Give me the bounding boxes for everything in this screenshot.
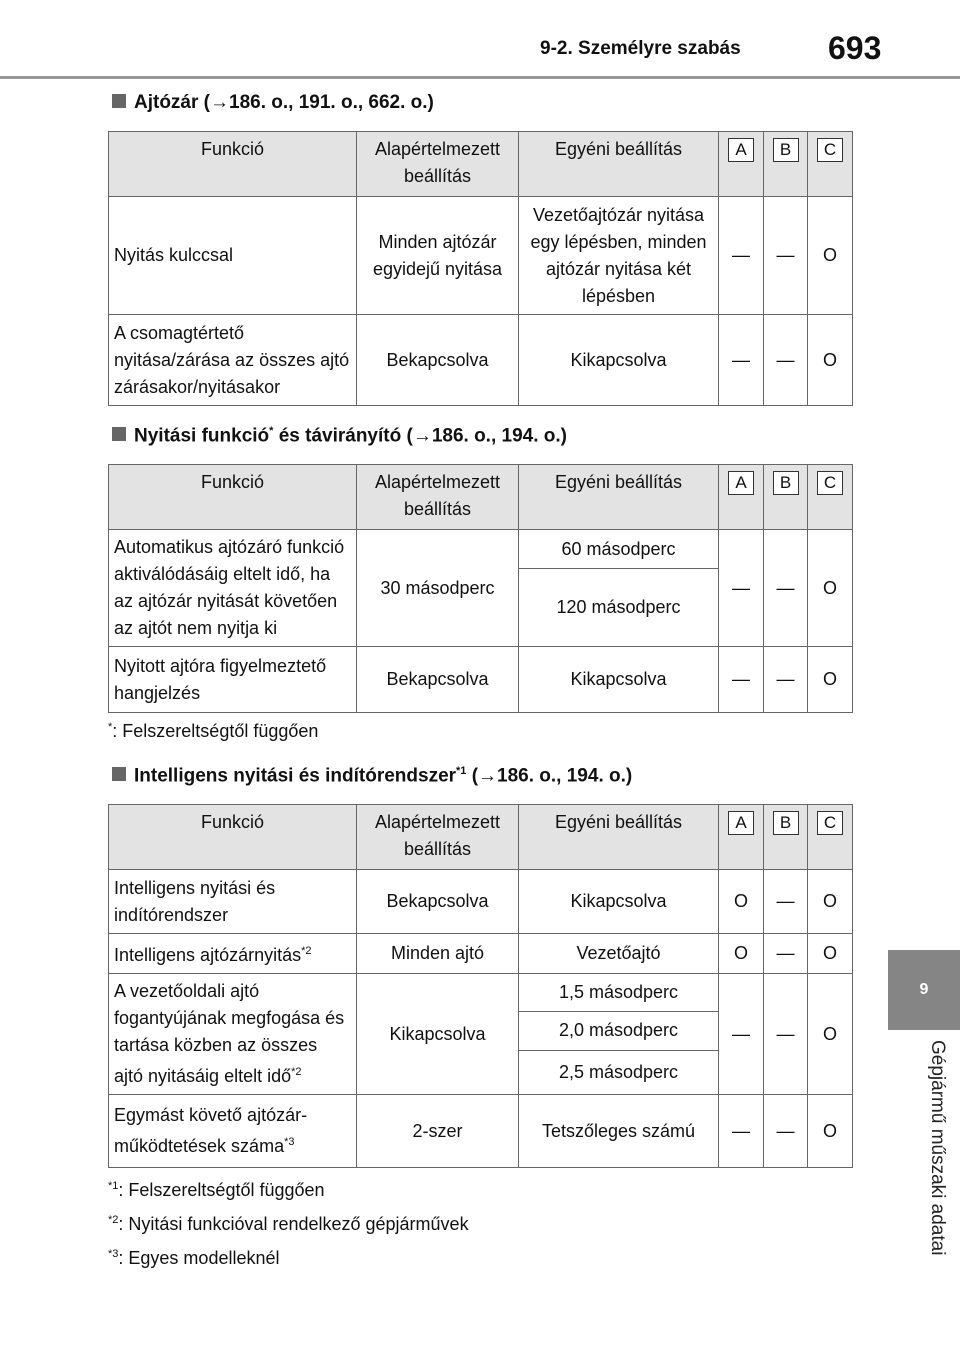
cell-default: 30 másodperc: [357, 530, 519, 647]
col-header-default: Alapértelmezett beállítás: [357, 805, 519, 870]
cell-b: —: [764, 974, 808, 1095]
table-row: [109, 530, 853, 569]
col-header-function: Funkció: [109, 805, 357, 870]
cell-function: Nyitás kulccsal: [109, 197, 357, 315]
section-title-unlock-function: Nyitási funkció* és távirányító (→186. o., 194. o.): [112, 425, 567, 447]
cell-b: —: [764, 315, 808, 406]
cell-function: Intelligens nyitási és indítórendszer: [109, 870, 357, 934]
bullet-square-icon: [112, 94, 126, 108]
cell-b: —: [764, 647, 808, 713]
cell-default: Bekapcsolva: [357, 647, 519, 713]
cell-b: —: [764, 530, 808, 647]
table-door-lock: [108, 131, 853, 406]
cell-custom: Tetszőleges számú: [519, 1095, 719, 1168]
table-row: [109, 1095, 853, 1168]
cell-c: O: [808, 315, 853, 406]
cell-default: Minden ajtózár egyidejű nyitása: [357, 197, 519, 315]
cell-b: —: [764, 1095, 808, 1168]
cell-custom: 60 másodperc: [519, 530, 719, 569]
cell-c: O: [808, 974, 853, 1095]
section-title-door-lock: Ajtózár (→186. o., 191. o., 662. o.): [112, 92, 434, 114]
table-smart-entry: [108, 804, 853, 1168]
chapter-tab[interactable]: 9: [888, 950, 960, 1030]
col-header-c: C: [817, 138, 843, 162]
cell-function: Nyitott ajtóra figyelmeztető hangjelzés: [109, 647, 357, 713]
chapter-title: Gépjármű műszaki adatai: [927, 1040, 948, 1256]
cell-default: Bekapcsolva: [357, 315, 519, 406]
cell-a: —: [719, 974, 764, 1095]
table-header-row: [109, 132, 853, 197]
cell-custom: Vezetőajtó: [519, 934, 719, 974]
footnote: *: Felszereltségtől függően: [108, 721, 319, 741]
cell-custom: Kikapcsolva: [519, 870, 719, 934]
col-header-a: A: [728, 138, 754, 162]
table-row: [109, 197, 853, 315]
col-header-custom: Egyéni beállítás: [519, 132, 719, 197]
cell-custom: 1,5 másodperc: [519, 974, 719, 1012]
cell-a: —: [719, 197, 764, 315]
cell-function: Automatikus ajtózáró funkció aktiválódásáig eltelt idő, ha az ajtózár nyitását követően az ajtót nem nyitja ki: [109, 530, 357, 647]
cell-a: —: [719, 647, 764, 713]
page-number: 693: [828, 30, 882, 66]
col-header-default: Alapértelmezett beállítás: [357, 132, 519, 197]
table-row: [109, 647, 853, 713]
table-unlock-function: [108, 464, 853, 713]
cell-custom: Kikapcsolva: [519, 647, 719, 713]
cell-default: 2-szer: [357, 1095, 519, 1168]
cell-c: O: [808, 1095, 853, 1168]
col-header-a: A: [728, 811, 754, 835]
cell-custom: Kikapcsolva: [519, 315, 719, 406]
footnote: $^{*1}$: Felszereltségtől függően: [108, 1180, 325, 1200]
cell-function: Egymást követő ajtózár-működtetések száma$^{*3}$: [109, 1095, 357, 1168]
header-rule: [0, 76, 960, 79]
col-header-c: C: [817, 811, 843, 835]
cell-a: —: [719, 1095, 764, 1168]
col-header-custom: Egyéni beállítás: [519, 805, 719, 870]
table-header-row: [109, 465, 853, 530]
cell-c: O: [808, 197, 853, 315]
col-header-default: Alapértelmezett beállítás: [357, 465, 519, 530]
table-row: [109, 315, 853, 406]
cell-a: —: [719, 315, 764, 406]
cell-custom: 120 másodperc: [519, 569, 719, 647]
cell-c: O: [808, 870, 853, 934]
table-row: [109, 870, 853, 934]
col-header-function: Funkció: [109, 132, 357, 197]
bullet-square-icon: [112, 767, 126, 781]
col-header-b: B: [773, 811, 799, 835]
cell-a: —: [719, 530, 764, 647]
cell-c: O: [808, 530, 853, 647]
col-header-a: A: [728, 471, 754, 495]
col-header-b: B: [773, 471, 799, 495]
bullet-square-icon: [112, 427, 126, 441]
cell-function: Intelligens ajtózárnyitás$^{*2}$: [109, 934, 357, 974]
table-header-row: [109, 805, 853, 870]
cell-custom: Vezetőajtózár nyitása egy lépésben, minden ajtózár nyitása két lépésben: [519, 197, 719, 315]
page-header-section: 9-2. Személyre szabás: [540, 38, 741, 59]
cell-function: A csomagtértető nyitása/zárása az összes ajtó zárásakor/nyitásakor: [109, 315, 357, 406]
section-title-smart-entry: Intelligens nyitási és indítórendszer$^{*1}$ (→186. o., 194. o.): [112, 765, 632, 787]
cell-default: Minden ajtó: [357, 934, 519, 974]
cell-c: O: [808, 934, 853, 974]
table-row: [109, 974, 853, 1012]
col-header-custom: Egyéni beállítás: [519, 465, 719, 530]
cell-c: O: [808, 647, 853, 713]
cell-custom: 2,0 másodperc: [519, 1012, 719, 1050]
col-header-c: C: [817, 471, 843, 495]
table-row: [109, 934, 853, 974]
cell-b: —: [764, 934, 808, 974]
footnote: $^{*3}$: Egyes modelleknél: [108, 1248, 280, 1268]
cell-a: O: [719, 870, 764, 934]
footnote: $^{*2}$: Nyitási funkcióval rendelkező gépjárművek: [108, 1214, 469, 1234]
col-header-function: Funkció: [109, 465, 357, 530]
col-header-b: B: [773, 138, 799, 162]
cell-b: —: [764, 197, 808, 315]
cell-default: Bekapcsolva: [357, 870, 519, 934]
cell-custom: 2,5 másodperc: [519, 1050, 719, 1094]
cell-a: O: [719, 934, 764, 974]
cell-b: —: [764, 870, 808, 934]
cell-default: Kikapcsolva: [357, 974, 519, 1095]
cell-function: A vezetőoldali ajtó fogantyújának megfogása és tartása közben az összes ajtó nyitásáig eltelt idő$^{*2}$: [109, 974, 357, 1095]
